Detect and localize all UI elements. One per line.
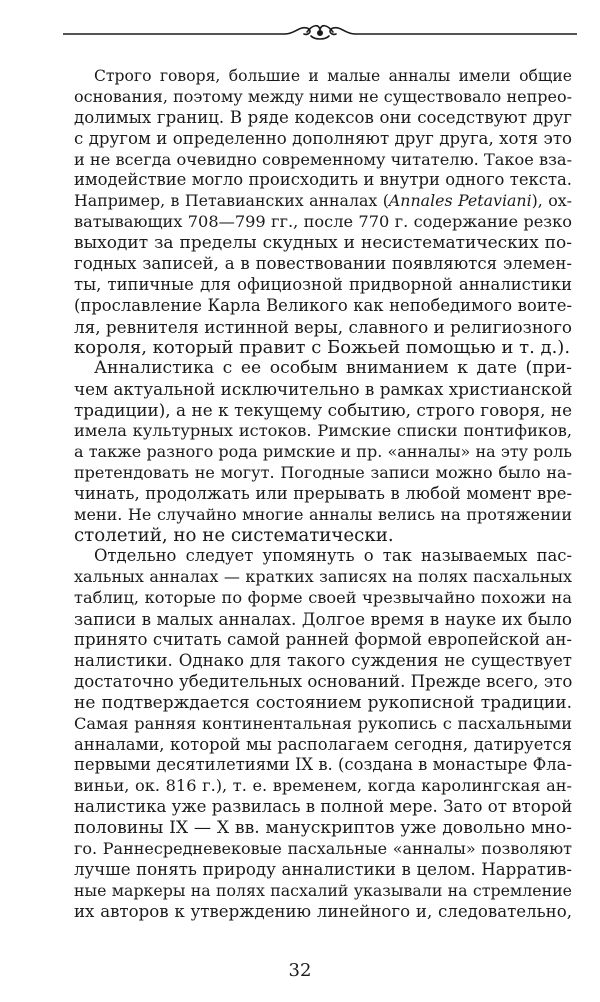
- text-line: претендовать не могут. Погодные записи можно было на-: [74, 462, 572, 482]
- text-line: хальных анналах — кратких записях на полях пасхальных: [74, 567, 572, 587]
- text-line: анналами, которой мы располагаем сегодня, датируется: [74, 734, 572, 754]
- paragraph-1: [74, 66, 572, 358]
- text-line: короля, который правит с Божьей помощью и т. д.).: [74, 336, 571, 358]
- text-line: ля, ревнителя истинной веры, славного и религиозного: [74, 316, 572, 337]
- text-line: Например, в Петавианских анналах (Annales Petaviani), ох-: [74, 191, 572, 211]
- text-line: первыми десятилетиями IX в. (создана в монастыре Фла-: [74, 755, 572, 775]
- text-line: долимых границ. В ряде кодексов они соседствуют друг: [74, 107, 572, 127]
- text-line: принято считать самой ранней формой европейской ан-: [74, 630, 572, 650]
- text-line: имела культурных истоков. Римские списки понтификов,: [74, 421, 572, 441]
- text-line: лучше понять природу анналистики в целом. Нарратив-: [74, 859, 572, 879]
- flourish-icon: [285, 26, 355, 39]
- text-line: и не всегда очевидно современному читателю. Такое вза-: [74, 149, 573, 169]
- text-line: с другом и определенно дополняют друг друга, хотя это: [74, 128, 572, 148]
- text-line: ватывающих 708—799 гг., после 770 г. содержание резко: [74, 212, 572, 232]
- text-line: налистика уже развилась в полной мере. Зато от второй: [74, 797, 573, 817]
- text-line: традиции), а не к текущему событию, строго говоря, не: [74, 400, 572, 421]
- text-line: половины IX — X вв. манускриптов уже довольно мно-: [74, 818, 572, 839]
- text-line: виньи, ок. 816 г.), т. е. временем, когда каролингская ан-: [74, 776, 572, 796]
- text-line: мени. Не случайно многие анналы велись на протяжении: [74, 504, 572, 524]
- text-line: Анналистика с ее особым вниманием к дате (при-: [94, 358, 572, 379]
- page-number: 32: [288, 960, 312, 981]
- text-line: их авторов к утверждению линейного и, следовательно,: [74, 901, 572, 921]
- text-line: а также разного рода римские и пр. «анналы» на эту роль: [74, 442, 572, 462]
- text-line: записи в малых анналах. Долгое время в науке их было: [74, 609, 572, 630]
- text-line: чем актуальной исключительно в рамках христианской: [74, 379, 573, 400]
- text-line: имодействие могло происходить и внутри одного текста.: [74, 170, 572, 190]
- body-text: [74, 66, 572, 923]
- paragraph-3: [74, 546, 572, 922]
- text-line: таблиц, которые по форме своей чрезвычайно похожи на: [74, 588, 572, 608]
- text-line: налистики. Однако для такого суждения не существует: [74, 650, 572, 670]
- text-line: чинать, продолжать или прерывать в любой момент вре-: [74, 483, 572, 503]
- text-line: ные маркеры на полях пасхалий указывали на стремление: [74, 880, 572, 900]
- paragraph-2: [74, 358, 572, 546]
- text-line: достаточно убедительных оснований. Прежде всего, это: [74, 671, 573, 691]
- text-line: го. Раннесредневековые пасхальные «анналы» позволяют: [74, 838, 572, 858]
- text-line: Отдельно следует упомянуть о так называемых пас-: [94, 546, 572, 566]
- text-line: Самая ранняя континентальная рукопись с пасхальными: [74, 713, 572, 733]
- text-line: основания, поэтому между ними не существовало непрео-: [74, 86, 572, 106]
- text-line: (прославление Карла Великого как непобедимого воите-: [74, 295, 572, 315]
- header-ornament: [63, 20, 577, 44]
- text-line: годных записей, а в повествовании появляются элемен-: [74, 254, 572, 274]
- text-line: выходит за пределы скудных и несистематических по-: [74, 233, 572, 254]
- text-line: не подтверждается состоянием рукописной традиции.: [74, 692, 572, 713]
- text-line: Строго говоря, большие и малые анналы имели общие: [94, 67, 572, 85]
- text-line: ты, типичные для официозной придворной анналистики: [74, 274, 572, 294]
- text-line: столетий, но не систематически.: [74, 524, 394, 546]
